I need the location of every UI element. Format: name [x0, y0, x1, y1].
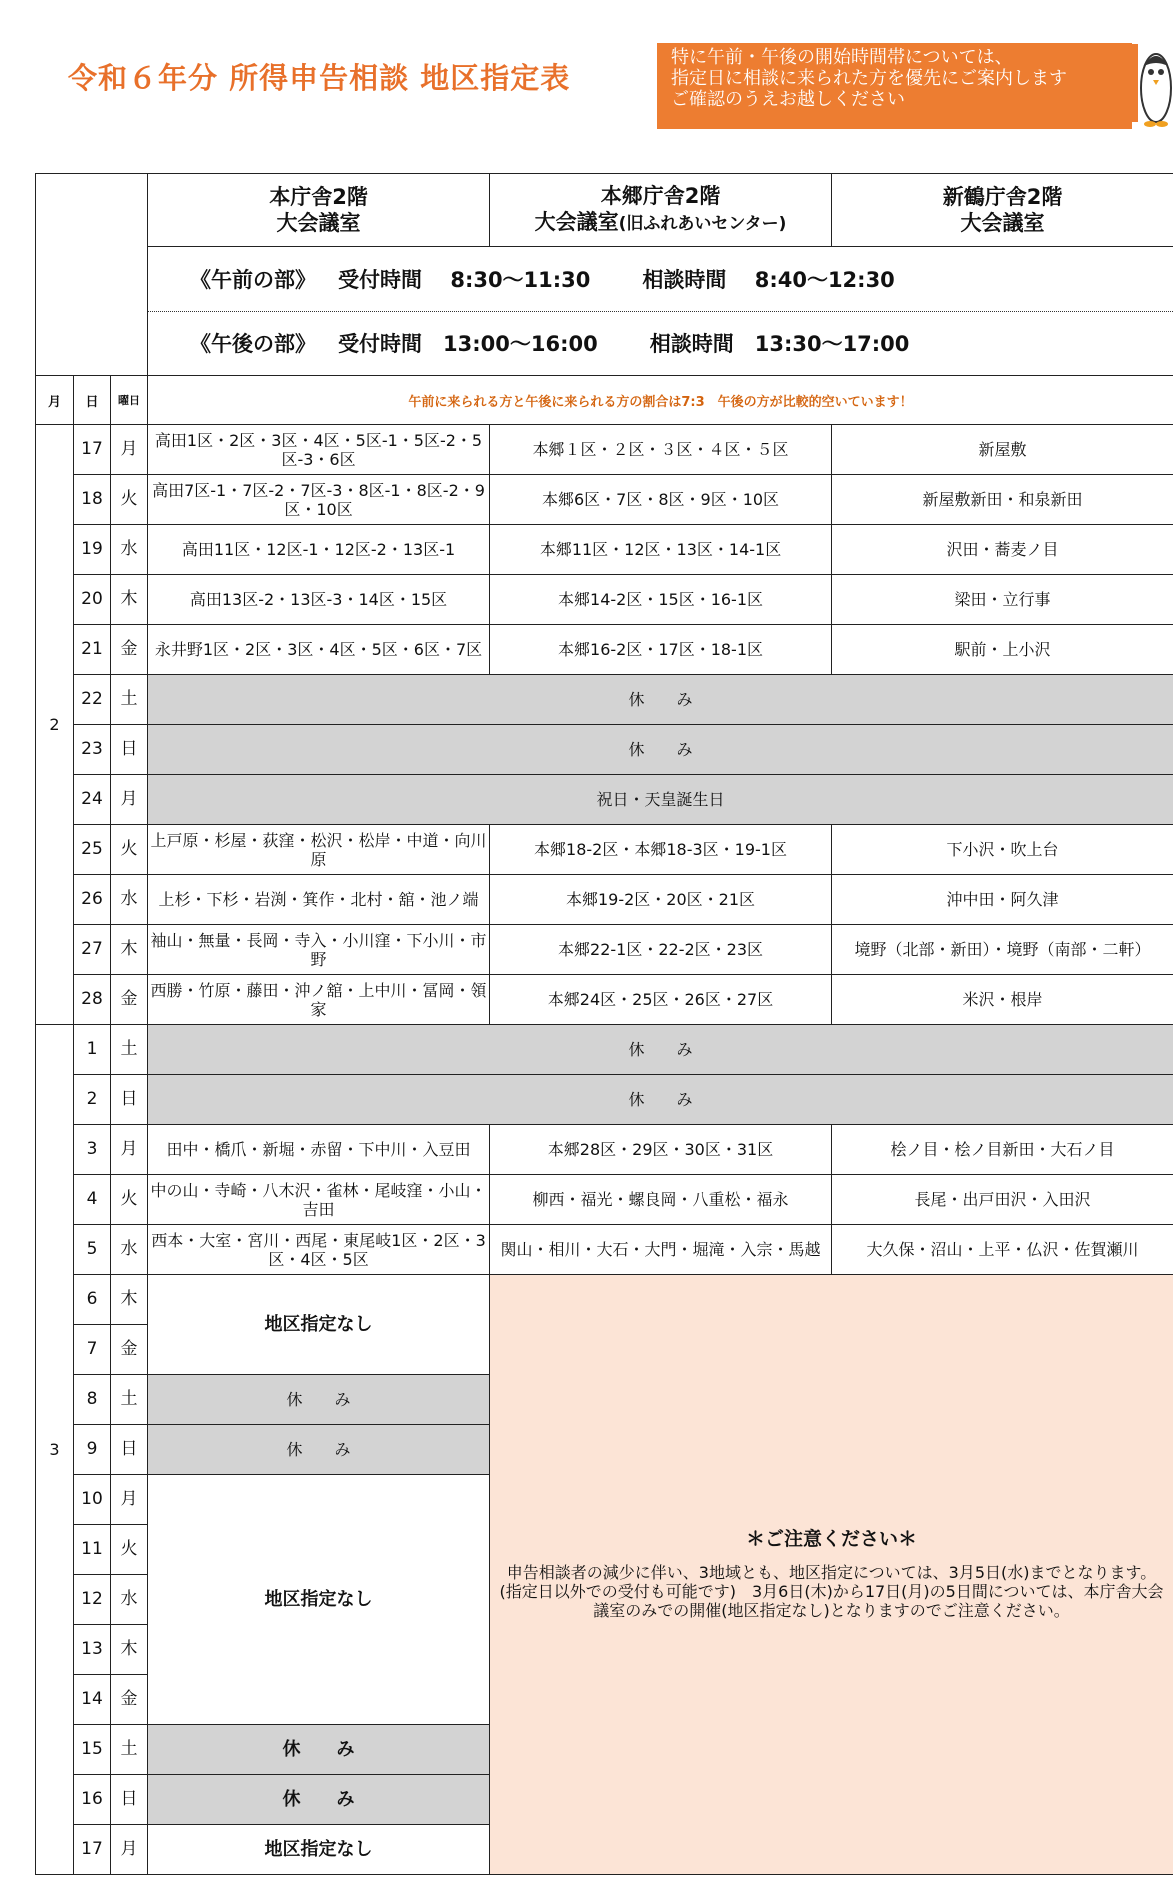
reception-time: 受付時間 13:00～16:00 [338, 332, 598, 356]
month-cell: 2 [36, 425, 74, 1025]
weekday-cell: 土 [111, 1725, 148, 1775]
schedule-row [36, 925, 1173, 975]
corner-cell [36, 174, 148, 376]
weekday-cell: 金 [111, 1325, 148, 1375]
afternoon-session [148, 311, 1173, 375]
no-district-cell: 地区指定なし [148, 1275, 490, 1375]
session-label: 《午前の部》 [190, 268, 317, 292]
room-name: 新鶴庁舎2階 [942, 185, 1063, 209]
shintsuru-district-cell: 大久保・沼山・上平・仏沢・佐賀瀬川 [832, 1225, 1173, 1275]
weekday-cell: 月 [111, 425, 148, 475]
day-cell: 22 [74, 675, 111, 725]
hongo-district-cell: 本郷14-2区・15区・16-1区 [490, 575, 832, 625]
shintsuru-district-cell: 駅前・上小沢 [832, 625, 1173, 675]
hongo-district-cell: 柳西・福光・螺良岡・八重松・福永 [490, 1175, 832, 1225]
closed-cell: 祝日・天皇誕生日 [148, 775, 1173, 825]
ratio-note: 午前に来られる方と午後に来られる方の割合は7:3 午後の方が比較的空いています！ [148, 376, 1173, 425]
hongo-district-cell: 本郷22-1区・22-2区・23区 [490, 925, 832, 975]
reception-time: 受付時間 8:30～11:30 [338, 268, 591, 292]
schedule-row [36, 1025, 1173, 1075]
schedule-row [36, 875, 1173, 925]
closed-cell: 休 み [148, 1425, 490, 1475]
weekday-cell: 月 [111, 1825, 148, 1875]
schedule-row [36, 975, 1173, 1025]
day-cell: 28 [74, 975, 111, 1025]
weekday-column-header: 曜日 [111, 376, 148, 425]
schedule-row [36, 725, 1173, 775]
hongo-district-cell: 本郷19-2区・20区・21区 [490, 875, 832, 925]
room-header [832, 174, 1173, 247]
day-cell: 15 [74, 1725, 111, 1775]
caution-box [490, 1275, 1173, 1875]
day-cell: 3 [74, 1125, 111, 1175]
session-label: 《午後の部》 [190, 332, 317, 356]
honcho-district-cell: 袖山・無量・長岡・寺入・小川窪・下小川・市野 [148, 925, 490, 975]
weekday-cell: 月 [111, 1125, 148, 1175]
schedule-row [36, 1075, 1173, 1125]
weekday-cell: 月 [111, 775, 148, 825]
shintsuru-district-cell: 桧ノ目・桧ノ目新田・大石ノ目 [832, 1125, 1173, 1175]
honcho-district-cell: 高田7区-1・7区-2・7区-3・8区-1・8区-2・9区・10区 [148, 475, 490, 525]
shintsuru-district-cell: 新屋敷新田・和泉新田 [832, 475, 1173, 525]
weekday-cell: 金 [111, 1675, 148, 1725]
consult-time: 相談時間 8:40～12:30 [642, 268, 895, 292]
shintsuru-district-cell: 長尾・出戸田沢・入田沢 [832, 1175, 1173, 1225]
day-cell: 24 [74, 775, 111, 825]
day-cell: 1 [74, 1025, 111, 1075]
shintsuru-district-cell: 新屋敷 [832, 425, 1173, 475]
day-cell: 2 [74, 1075, 111, 1125]
shintsuru-district-cell: 下小沢・吹上台 [832, 825, 1173, 875]
day-cell: 19 [74, 525, 111, 575]
page-title: 令和６年分 所得申告相談 地区指定表 [68, 61, 571, 95]
room-hall: 大会議室(旧ふれあいセンター) [534, 210, 787, 234]
weekday-cell: 日 [111, 1425, 148, 1475]
month-cell: 3 [36, 1025, 74, 1875]
day-cell: 23 [74, 725, 111, 775]
day-cell: 13 [74, 1625, 111, 1675]
day-cell: 4 [74, 1175, 111, 1225]
hongo-district-cell: 本郷18-2区・本郷18-3区・19-1区 [490, 825, 832, 875]
room-header [148, 174, 490, 247]
penguin-mascot-icon [1132, 36, 1173, 130]
priority-notice [657, 43, 1132, 129]
day-cell: 7 [74, 1325, 111, 1375]
caution-title: ＊ご注意ください＊ [746, 1527, 918, 1550]
weekday-cell: 水 [111, 525, 148, 575]
honcho-district-cell: 中の山・寺崎・八木沢・雀林・尾岐窪・小山・吉田 [148, 1175, 490, 1225]
morning-session [148, 248, 1173, 311]
schedule-row [36, 575, 1173, 625]
room-sub: (旧ふれあいセンター) [618, 214, 787, 234]
weekday-cell: 木 [111, 1275, 148, 1325]
hongo-district-cell: 本郷１区・２区・３区・４区・５区 [490, 425, 832, 475]
day-cell: 5 [74, 1225, 111, 1275]
day-cell: 12 [74, 1575, 111, 1625]
no-district-cell: 地区指定なし [148, 1475, 490, 1725]
month-column-header: 月 [36, 376, 74, 425]
weekday-cell: 水 [111, 875, 148, 925]
day-cell: 27 [74, 925, 111, 975]
schedule-row [36, 1175, 1173, 1225]
consult-time: 相談時間 13:30～17:00 [649, 332, 910, 356]
weekday-cell: 水 [111, 1575, 148, 1625]
closed-cell: 休 み [148, 1775, 490, 1825]
hongo-district-cell: 本郷16-2区・17区・18-1区 [490, 625, 832, 675]
honcho-district-cell: 上杉・下杉・岩渕・箕作・北村・舘・池ノ端 [148, 875, 490, 925]
room-header [490, 174, 832, 247]
day-cell: 16 [74, 1775, 111, 1825]
notice-line: ご確認のうえお越しください [671, 89, 905, 110]
closed-cell: 休 み [148, 725, 1173, 775]
schedule-row [36, 625, 1173, 675]
hongo-district-cell: 本郷28区・29区・30区・31区 [490, 1125, 832, 1175]
honcho-district-cell: 田中・橋爪・新堀・赤留・下中川・入豆田 [148, 1125, 490, 1175]
room-hall: 大会議室 [960, 211, 1045, 235]
room-hall: 大会議室 [276, 211, 361, 235]
session-times [148, 247, 1173, 376]
weekday-cell: 水 [111, 1225, 148, 1275]
closed-cell: 休 み [148, 1375, 490, 1425]
room-name: 本庁舎2階 [269, 185, 368, 209]
day-cell: 20 [74, 575, 111, 625]
room-name: 本郷庁舎2階 [600, 184, 721, 208]
weekday-cell: 火 [111, 475, 148, 525]
schedule-row [36, 675, 1173, 725]
schedule-row [36, 1225, 1173, 1275]
weekday-cell: 金 [111, 625, 148, 675]
schedule-table [35, 173, 1173, 1875]
closed-cell: 休 み [148, 1025, 1173, 1075]
honcho-district-cell: 上戸原・杉屋・荻窪・松沢・松岸・中道・向川原 [148, 825, 490, 875]
schedule-row [36, 1125, 1173, 1175]
weekday-cell: 日 [111, 1075, 148, 1125]
weekday-cell: 木 [111, 1625, 148, 1675]
shintsuru-district-cell: 米沢・根岸 [832, 975, 1173, 1025]
weekday-cell: 土 [111, 1375, 148, 1425]
honcho-district-cell: 高田1区・2区・3区・4区・5区-1・5区-2・5区-3・6区 [148, 425, 490, 475]
schedule-row [36, 775, 1173, 825]
hongo-district-cell: 本郷11区・12区・13区・14-1区 [490, 525, 832, 575]
notice-line: 特に午前・午後の開始時間帯については、 [671, 47, 1013, 68]
no-district-cell: 地区指定なし [148, 1825, 490, 1875]
honcho-district-cell: 高田11区・12区-1・12区-2・13区-1 [148, 525, 490, 575]
closed-cell: 休 み [148, 675, 1173, 725]
schedule-row [36, 425, 1173, 475]
closed-cell: 休 み [148, 1725, 490, 1775]
shintsuru-district-cell: 梁田・立行事 [832, 575, 1173, 625]
weekday-cell: 金 [111, 975, 148, 1025]
schedule-row [36, 825, 1173, 875]
weekday-cell: 木 [111, 575, 148, 625]
honcho-district-cell: 高田13区-2・13区-3・14区・15区 [148, 575, 490, 625]
day-cell: 8 [74, 1375, 111, 1425]
honcho-district-cell: 永井野1区・2区・3区・4区・5区・6区・7区 [148, 625, 490, 675]
weekday-cell: 火 [111, 1525, 148, 1575]
day-cell: 6 [74, 1275, 111, 1325]
day-cell: 11 [74, 1525, 111, 1575]
day-column-header: 日 [74, 376, 111, 425]
weekday-cell: 月 [111, 1475, 148, 1525]
weekday-cell: 日 [111, 1775, 148, 1825]
hongo-district-cell: 本郷6区・7区・8区・9区・10区 [490, 475, 832, 525]
weekday-cell: 火 [111, 1175, 148, 1225]
day-cell: 18 [74, 475, 111, 525]
weekday-cell: 土 [111, 1025, 148, 1075]
day-cell: 26 [74, 875, 111, 925]
weekday-cell: 木 [111, 925, 148, 975]
day-cell: 17 [74, 1825, 111, 1875]
day-cell: 14 [74, 1675, 111, 1725]
weekday-cell: 火 [111, 825, 148, 875]
hongo-district-cell: 関山・相川・大石・大門・堀滝・入宗・馬越 [490, 1225, 832, 1275]
day-cell: 17 [74, 425, 111, 475]
schedule-row [36, 1275, 1173, 1325]
shintsuru-district-cell: 沖中田・阿久津 [832, 875, 1173, 925]
schedule-row [36, 525, 1173, 575]
weekday-cell: 土 [111, 675, 148, 725]
day-cell: 10 [74, 1475, 111, 1525]
schedule-row [36, 475, 1173, 525]
hongo-district-cell: 本郷24区・25区・26区・27区 [490, 975, 832, 1025]
caution-body: 申告相談者の減少に伴い、3地域とも、地区指定については、3月5日(水)までとなります。(指定日以外での受付も可能です) 3月6日(木)から17日(月)の5日間については、本庁舎大会議室のみでの開催(地区指定なし)となりますのでご注意ください。 [499, 1562, 1164, 1620]
shintsuru-district-cell: 沢田・蕎麦ノ目 [832, 525, 1173, 575]
day-cell: 9 [74, 1425, 111, 1475]
day-cell: 21 [74, 625, 111, 675]
shintsuru-district-cell: 境野（北部・新田）・境野（南部・二軒） [832, 925, 1173, 975]
weekday-cell: 日 [111, 725, 148, 775]
closed-cell: 休 み [148, 1075, 1173, 1125]
honcho-district-cell: 西本・大室・宮川・西尾・東尾岐1区・2区・3区・4区・5区 [148, 1225, 490, 1275]
notice-line: 指定日に相談に来られた方を優先にご案内します [671, 68, 1067, 89]
honcho-district-cell: 西勝・竹原・藤田・沖ノ舘・上中川・冨岡・領家 [148, 975, 490, 1025]
day-cell: 25 [74, 825, 111, 875]
